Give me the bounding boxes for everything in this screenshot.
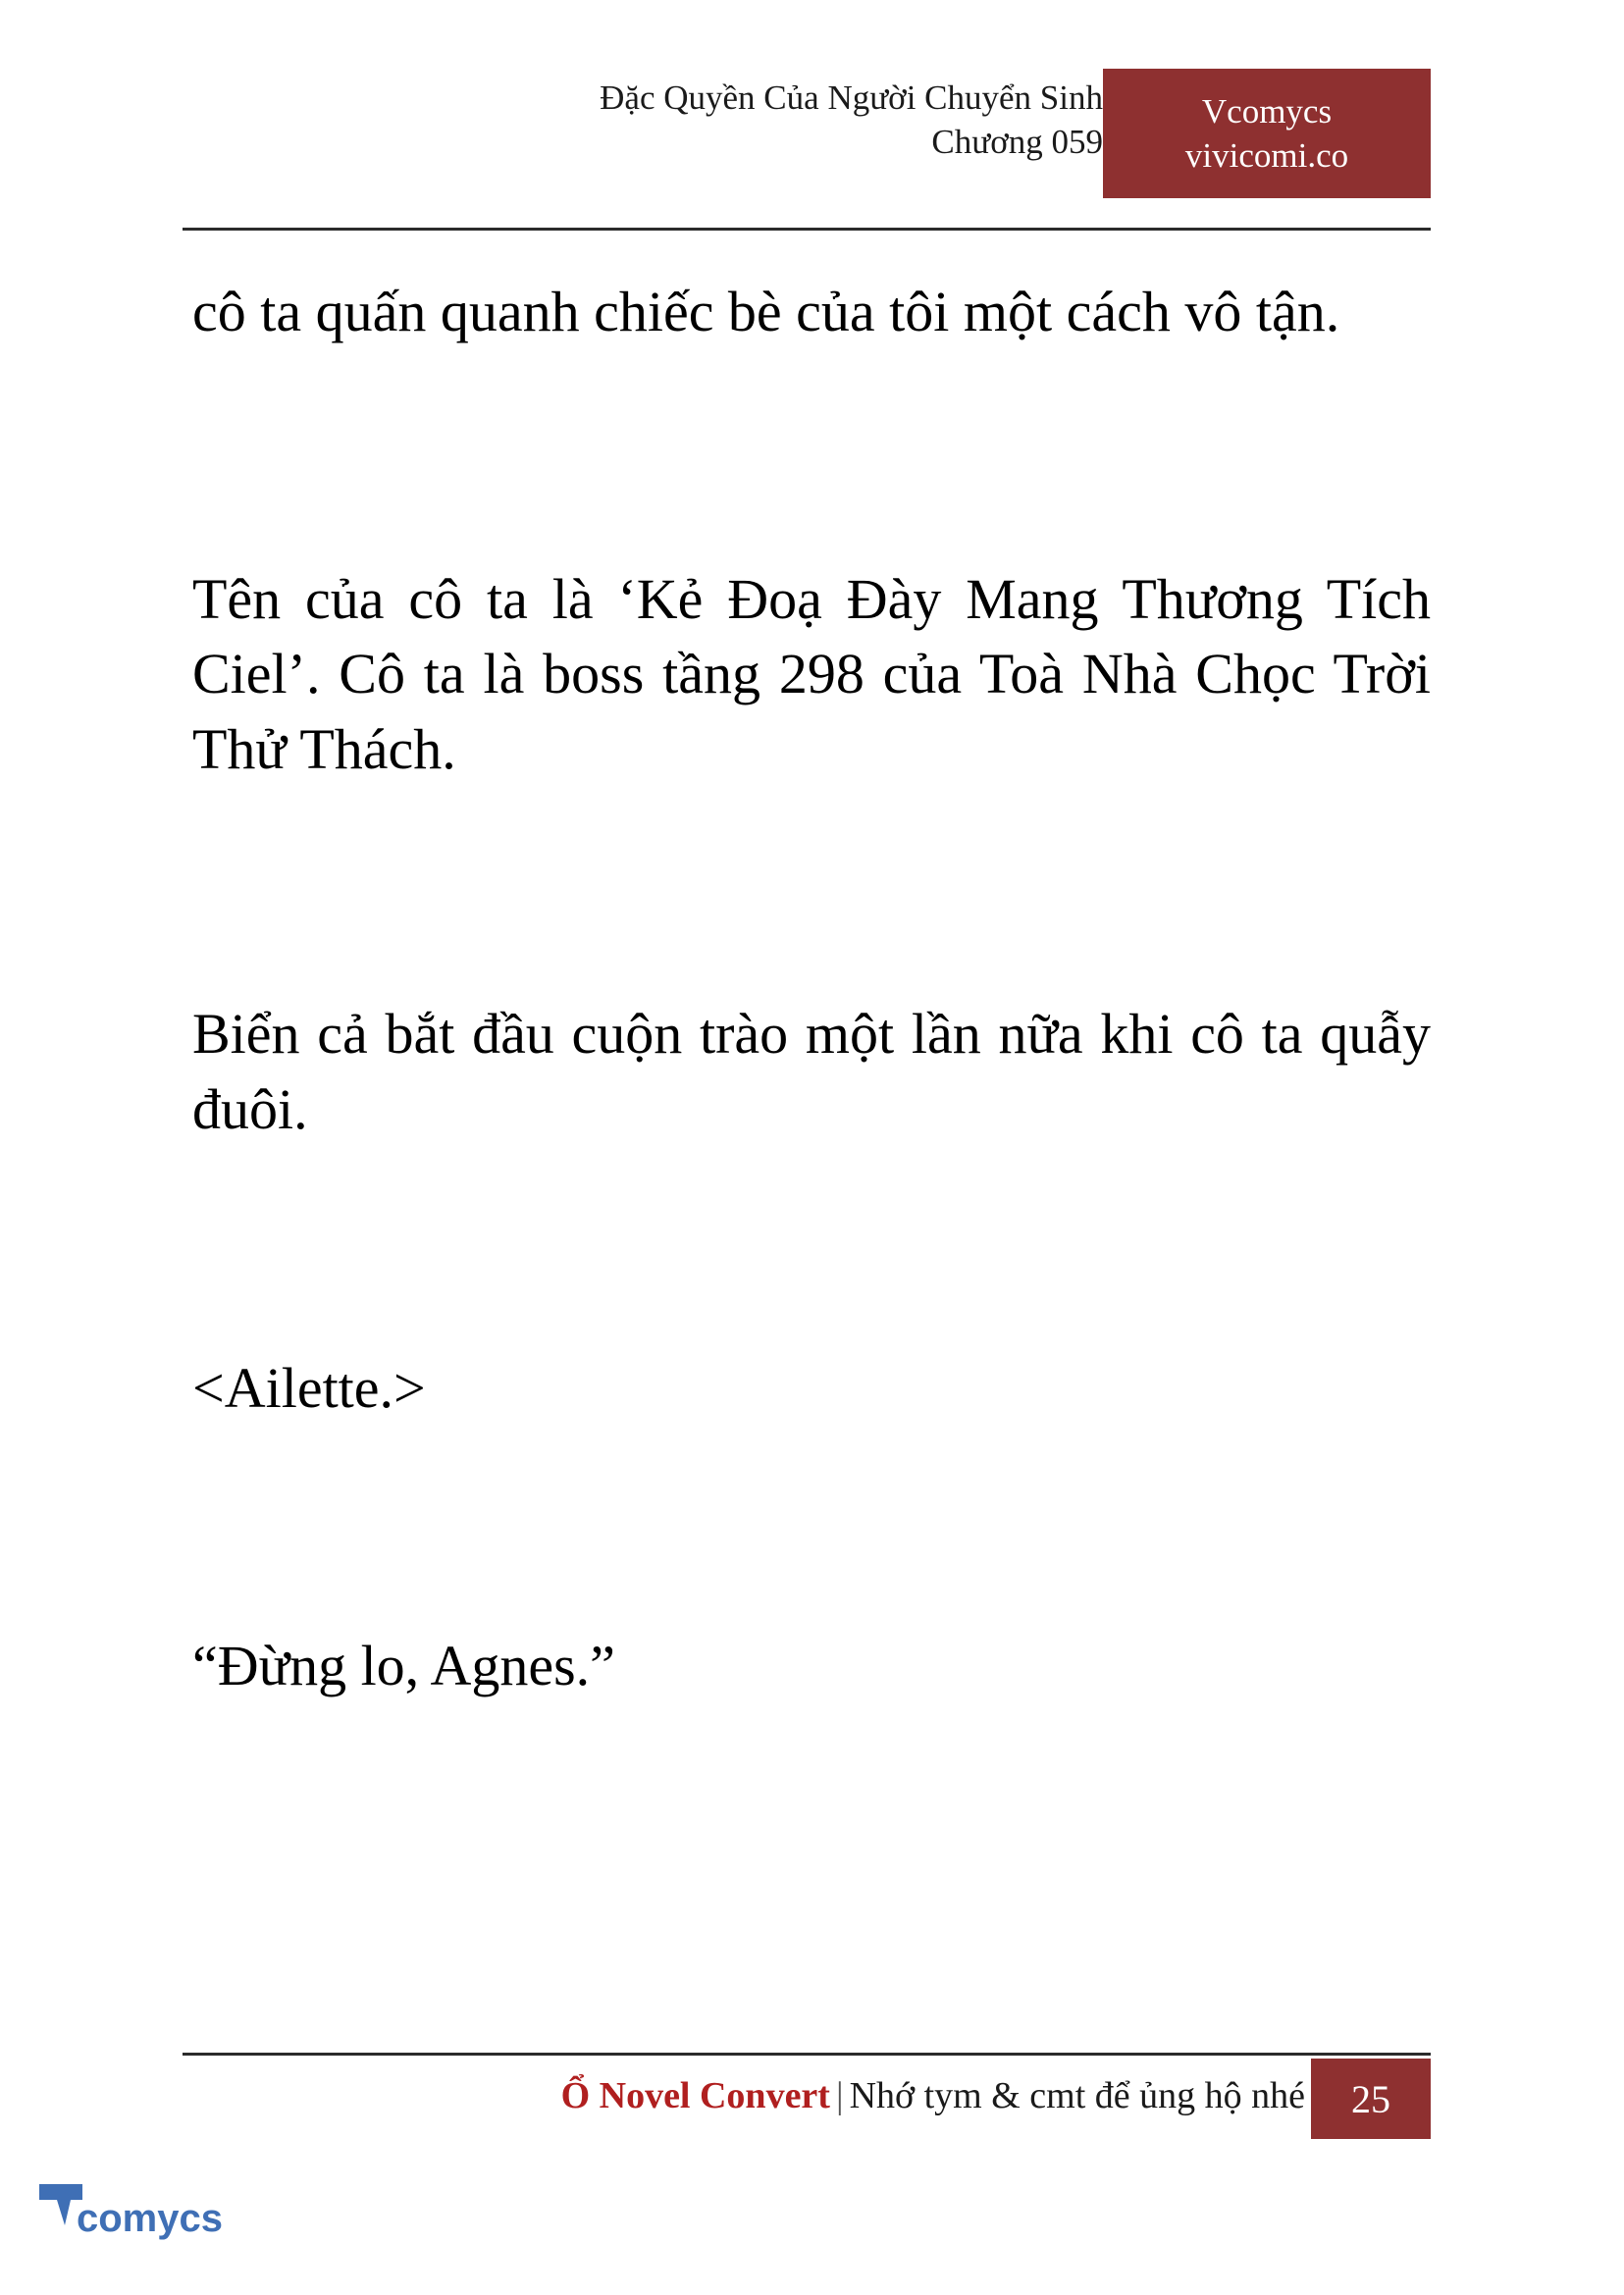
- footer-brand: Ổ Novel Convert: [560, 2075, 830, 2116]
- header-title-block: [600, 77, 1103, 165]
- site-badge-name: Vcomycs: [1201, 91, 1333, 130]
- paragraph-dialogue: “Đừng lo, Agnes.”: [192, 1633, 615, 1697]
- paragraph: Biển cả bắt đầu cuộn trào một lần nữa khi cô ta quẫy đuôi.: [192, 1002, 1431, 1141]
- paragraph-spacer: [192, 1511, 1431, 1629]
- paragraph: cô ta quấn quanh chiếc bè của tôi một cách vô tận.: [192, 280, 1340, 343]
- chapter-title: Chương 059: [931, 122, 1103, 161]
- paragraph: Tên của cô ta là ‘Kẻ Đoạ Đày Mang Thương Tích Ciel’. Cô ta là boss tầng 298 của Toà Nhà Chọc Trời Thử Thách.: [192, 566, 1431, 781]
- paragraph-spacer: [192, 871, 1431, 997]
- footer-text: [561, 2074, 1305, 2117]
- svg-text:comycs: comycs: [77, 2197, 223, 2240]
- page-header: [183, 77, 1431, 224]
- page-content: [192, 275, 1431, 1788]
- page-footer: [183, 2070, 1431, 2147]
- page-number: 25: [1311, 2059, 1431, 2139]
- footer-separator: |: [835, 2075, 844, 2116]
- site-badge-url: vivicomi.co: [1184, 136, 1349, 175]
- site-badge: [1103, 69, 1431, 198]
- paragraph-spacer: [192, 435, 1431, 562]
- header-divider: [183, 228, 1431, 231]
- book-title: Đặc Quyền Của Người Chuyển Sinh: [600, 78, 1103, 117]
- footer-divider: [183, 2053, 1431, 2056]
- vcomycs-watermark-logo: [35, 2174, 261, 2259]
- footer-note: Nhớ tym & cmt để ủng hộ nhé: [849, 2075, 1305, 2116]
- paragraph-system-message: <Ailette.>: [192, 1356, 426, 1421]
- paragraph-spacer: [192, 1231, 1431, 1351]
